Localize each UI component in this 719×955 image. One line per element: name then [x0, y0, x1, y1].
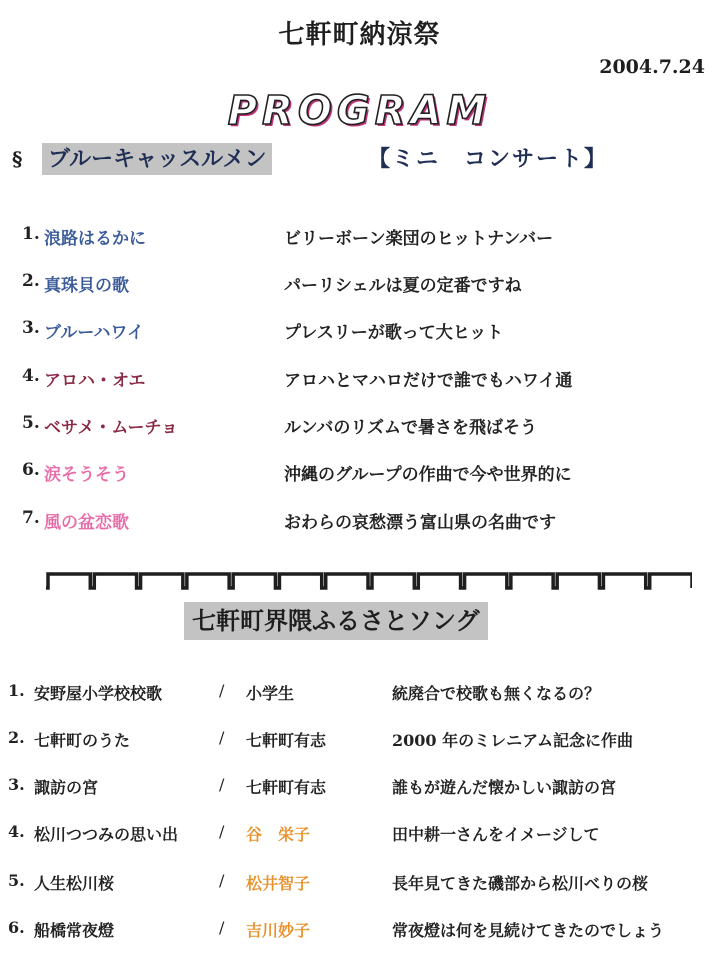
song-title: 浪路はるかに: [44, 229, 146, 249]
separator-slash: /: [219, 775, 225, 794]
hometown-song-item: [0, 775, 719, 803]
song-title: 安野屋小学校校歌: [34, 684, 163, 703]
page-title: 七軒町納涼祭: [278, 20, 441, 50]
concert-item: [0, 318, 719, 346]
concert-item: [0, 366, 719, 394]
section-mark: §: [12, 147, 23, 171]
mini-concert-label: 【ミニ コンサート】: [368, 146, 609, 172]
song-description: おわらの哀愁漂う富山県の名曲です: [284, 513, 556, 533]
performer-name: 松井智子: [246, 874, 311, 893]
event-date: 2004.7.24: [599, 56, 705, 78]
song-description: 田中耕一さんをイメージして: [392, 825, 600, 844]
concert-item: [0, 271, 719, 299]
separator-slash: /: [219, 822, 225, 841]
song-description: パーリシェルは夏の定番ですね: [284, 276, 522, 296]
item-number: 2.: [8, 728, 25, 747]
hometown-song-item: [0, 822, 719, 850]
song-description: ルンバのリズムで暑さを飛ばそう: [284, 418, 538, 438]
item-number: 5.: [8, 871, 25, 890]
song-description: 統廃合で校歌も無くなるの？: [392, 684, 601, 703]
song-title: 風の盆恋歌: [44, 513, 129, 533]
performer-name: 小学生: [246, 684, 295, 703]
separator-slash: /: [219, 681, 225, 700]
concert-item: [0, 224, 719, 252]
song-title: 船橋常夜燈: [34, 921, 115, 940]
song-description: アロハとマハロだけで誰でもハワイ通: [284, 371, 573, 391]
concert-item: [0, 413, 719, 441]
staircase-divider: [44, 566, 692, 592]
song-description: プレスリーが歌って大ヒット: [284, 323, 504, 343]
hometown-song-item: [0, 918, 719, 946]
hometown-song-item: [0, 728, 719, 756]
item-number: 1.: [8, 681, 25, 700]
item-number: 6.: [22, 460, 40, 480]
separator-slash: /: [219, 871, 225, 890]
hometown-song-item: [0, 681, 719, 709]
song-description: ビリーボーン楽団のヒットナンバー: [284, 229, 554, 249]
item-number: 3.: [8, 775, 25, 794]
song-title: 真珠貝の歌: [44, 276, 129, 296]
program-heading: PROGRAM: [227, 88, 492, 134]
item-number: 1.: [22, 224, 40, 244]
song-title: 七軒町のうた: [34, 731, 131, 750]
song-description: 沖縄のグループの作曲で今や世界的に: [284, 465, 572, 485]
item-number: 6.: [8, 918, 25, 937]
song-description: 2000 年のミレニアム記念に作曲: [392, 731, 633, 750]
concert-item: [0, 460, 719, 488]
song-title: 松川つつみの思い出: [34, 825, 179, 844]
performer-name: 七軒町有志: [246, 731, 327, 750]
performer-name: 谷 栄子: [246, 825, 311, 844]
song-description: 常夜燈は何を見続けてきたのでしょう: [392, 921, 665, 940]
item-number: 2.: [22, 271, 40, 291]
performer-name: 七軒町有志: [246, 778, 327, 797]
song-title: アロハ・オエ: [44, 371, 146, 391]
song-title: 涙そうそう: [44, 465, 129, 485]
song-title: ベサメ・ムーチョ: [44, 418, 178, 438]
item-number: 7.: [22, 508, 40, 528]
item-number: 3.: [22, 318, 40, 338]
performer-name: 吉川妙子: [246, 921, 311, 940]
hometown-song-item: [0, 871, 719, 899]
hometown-songs-heading: 七軒町界隈ふるさとソング: [184, 602, 488, 640]
item-number: 4.: [8, 822, 25, 841]
song-title: 人生松川桜: [34, 874, 115, 893]
separator-slash: /: [219, 918, 225, 937]
song-description: 長年見てきた磯部から松川べりの桜: [392, 874, 649, 893]
song-title: 諏訪の宮: [34, 778, 99, 797]
song-description: 誰もが遊んだ懐かしい諏訪の宮: [392, 778, 617, 797]
band-name-label: ブルーキャッスルメン: [42, 143, 272, 175]
item-number: 5.: [22, 413, 40, 433]
concert-item: [0, 508, 719, 536]
song-title: ブルーハワイ: [44, 323, 144, 343]
item-number: 4.: [22, 366, 40, 386]
separator-slash: /: [219, 728, 225, 747]
